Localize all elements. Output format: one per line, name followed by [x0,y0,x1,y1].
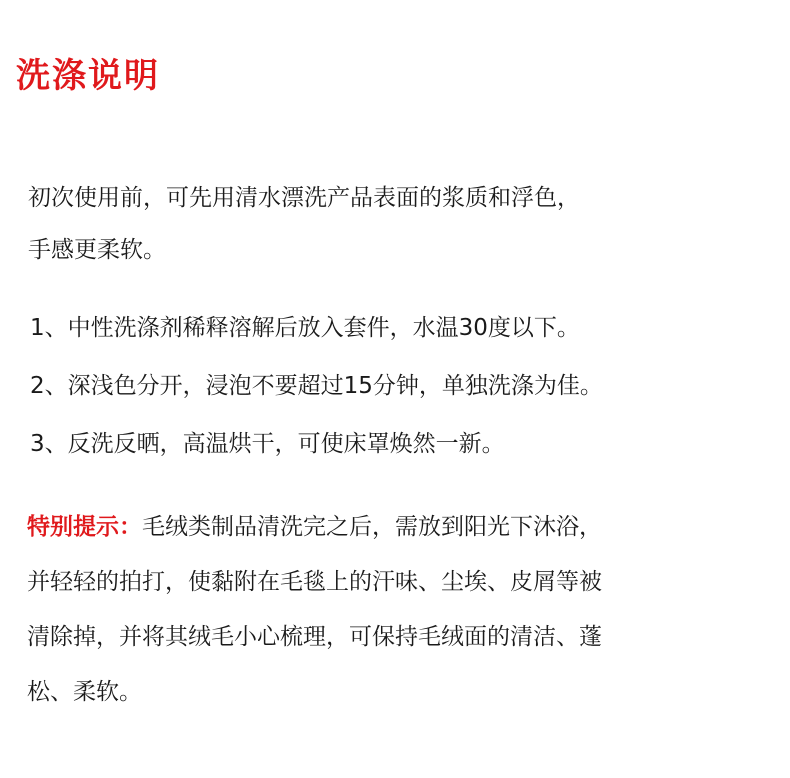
washing-steps-list [30,302,770,476]
step-item-1: 1、中性洗涤剂稀释溶解后放入套件，水温30度以下。 [30,315,580,341]
tip-line-1-text: 毛绒类制品清洗完之后，需放到阳光下沐浴， [142,514,602,540]
tip-line-2: 并轻轻的拍打，使黏附在毛毯上的汗味、尘埃、皮屑等被 [27,569,602,595]
step-item-2: 2、深浅色分开，浸泡不要超过15分钟，单独洗涤为佳。 [30,373,603,399]
special-tip-paragraph [27,500,775,720]
tip-line-4: 松、柔软。 [27,679,142,705]
tip-line-3: 清除掉，并将其绒毛小心梳理，可保持毛绒面的清洁、蓬 [27,624,602,650]
intro-line-1: 初次使用前，可先用清水漂洗产品表面的浆质和浮色， [28,185,580,211]
intro-line-2: 手感更柔软。 [28,237,166,263]
tip-label: 特别提示： [27,514,142,540]
intro-paragraph [28,172,768,276]
page-title: 洗涤说明 [16,56,160,96]
tip-line-1 [27,500,775,555]
step-item-3: 3、反洗反晒，高温烘干，可使床罩焕然一新。 [30,431,505,457]
